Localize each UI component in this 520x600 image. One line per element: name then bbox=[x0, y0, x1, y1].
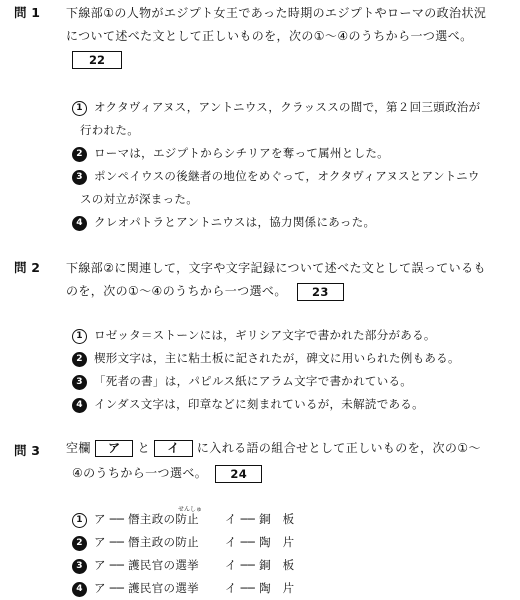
q2-option-3-text: 「死者の書」は，パピルス紙にアラム文字で書かれている。 bbox=[93, 374, 413, 388]
option-number-2: 2 bbox=[72, 352, 87, 367]
q3-label: 問 3 bbox=[14, 443, 41, 458]
option-number-2: 2 bbox=[72, 147, 87, 162]
option-number-1: 1 bbox=[72, 101, 87, 116]
option-number-3: 3 bbox=[72, 559, 87, 574]
q2-option-3[interactable] bbox=[72, 373, 412, 390]
q2-text-line2 bbox=[66, 282, 344, 301]
q1-answer-number: 22 bbox=[72, 51, 122, 69]
q1-text-line1: 下線部①の人物がエジプト女王であった時期のエジプトやローマの政治状況 bbox=[66, 6, 487, 20]
q3-option-1-b: イ ── 銅 板 bbox=[224, 512, 295, 526]
q3-option-2-a: ア ── 僭主政の防止 bbox=[93, 535, 199, 549]
q1-option-3-cont: スの対立が深まった。 bbox=[80, 192, 198, 206]
q3-option-4-b: イ ── 陶 片 bbox=[224, 581, 295, 595]
q2-option-1[interactable] bbox=[72, 327, 436, 344]
q2-option-4[interactable] bbox=[72, 396, 424, 413]
option-number-2: 2 bbox=[72, 536, 87, 551]
q2-option-2-text: 楔形文字は，主に粘土板に記されたが，碑文に用いられた例もある。 bbox=[93, 351, 460, 365]
blank-a-box: ア bbox=[95, 440, 133, 457]
q2-text-line1: 下線部②に関連して，文字や文字記録について述べた文として誤っているも bbox=[66, 261, 486, 275]
q2-option-1-text: ロゼッタ＝ストーンには，ギリシア文字で書かれた部分がある。 bbox=[93, 328, 436, 342]
q1-label: 問 1 bbox=[14, 5, 41, 20]
q3-option-2-b: イ ── 陶 片 bbox=[224, 535, 295, 549]
q2-option-4-text: インダス文字は，印章などに刻まれているが，未解読である。 bbox=[93, 397, 424, 411]
q3-option-2[interactable] bbox=[72, 534, 294, 551]
q3-option-1-a: ア ── 僭主政の防止 bbox=[93, 512, 199, 526]
blank-i-box: イ bbox=[154, 440, 192, 457]
option-number-1: 1 bbox=[72, 513, 87, 528]
q1-option-1-cont: 行われた。 bbox=[80, 123, 139, 137]
q1-option-3-text: ポンペイウスの後継者の地位をめぐって，オクタヴィアヌスとアントニウ bbox=[93, 169, 480, 183]
q3-text-line2-content: ④のうちから一つ選べ。 bbox=[72, 466, 208, 480]
q3-option-4-a: ア ── 護民官の選挙 bbox=[93, 581, 199, 595]
q1-option-1-text: オクタヴィアヌス，アントニウス，クラッススの間で，第２回三頭政治が bbox=[93, 100, 481, 114]
q3-text-post: に入れる語の組合せとして正しいものを，次の①〜 bbox=[196, 441, 481, 455]
q2-answer-box: 23 bbox=[297, 283, 344, 301]
q3-option-1[interactable] bbox=[72, 506, 295, 528]
q2-option-2[interactable] bbox=[72, 350, 460, 367]
ruby-senshu: せんしゅ bbox=[177, 506, 202, 513]
q3-answer-box: 24 bbox=[215, 465, 262, 483]
q3-text-mid: と bbox=[137, 441, 151, 455]
option-number-4: 4 bbox=[72, 216, 87, 231]
q3-text-line1 bbox=[66, 439, 481, 457]
q3-option-3[interactable] bbox=[72, 557, 294, 574]
option-number-4: 4 bbox=[72, 582, 87, 597]
q3-text-pre: 空欄 bbox=[66, 441, 91, 455]
q1-option-2[interactable] bbox=[72, 145, 389, 162]
option-number-3: 3 bbox=[72, 375, 87, 390]
q3-option-3-b: イ ── 銅 板 bbox=[224, 558, 295, 572]
q3-option-4[interactable] bbox=[72, 580, 294, 597]
q1-option-4[interactable] bbox=[72, 214, 375, 231]
q1-answer-box bbox=[72, 49, 122, 69]
q1-option-1[interactable] bbox=[72, 99, 480, 116]
option-number-3: 3 bbox=[72, 170, 87, 185]
q1-option-2-text: ローマは，エジプトからシチリアを奪って属州とした。 bbox=[93, 146, 389, 160]
q1-option-3[interactable] bbox=[72, 168, 480, 185]
q3-text-line2 bbox=[72, 464, 262, 483]
option-number-4: 4 bbox=[72, 398, 87, 413]
option-number-1: 1 bbox=[72, 329, 87, 344]
q3-option-3-a: ア ── 護民官の選挙 bbox=[93, 558, 199, 572]
q2-label: 問 2 bbox=[14, 260, 41, 275]
q1-option-4-text: クレオパトラとアントニウスは，協力関係にあった。 bbox=[93, 215, 376, 229]
q2-text-line2-content: のを，次の①〜④のうちから一つ選べ。 bbox=[66, 284, 287, 298]
q1-text-line2: について述べた文として正しいものを，次の①〜④のうちから一つ選べ。 bbox=[66, 29, 473, 43]
